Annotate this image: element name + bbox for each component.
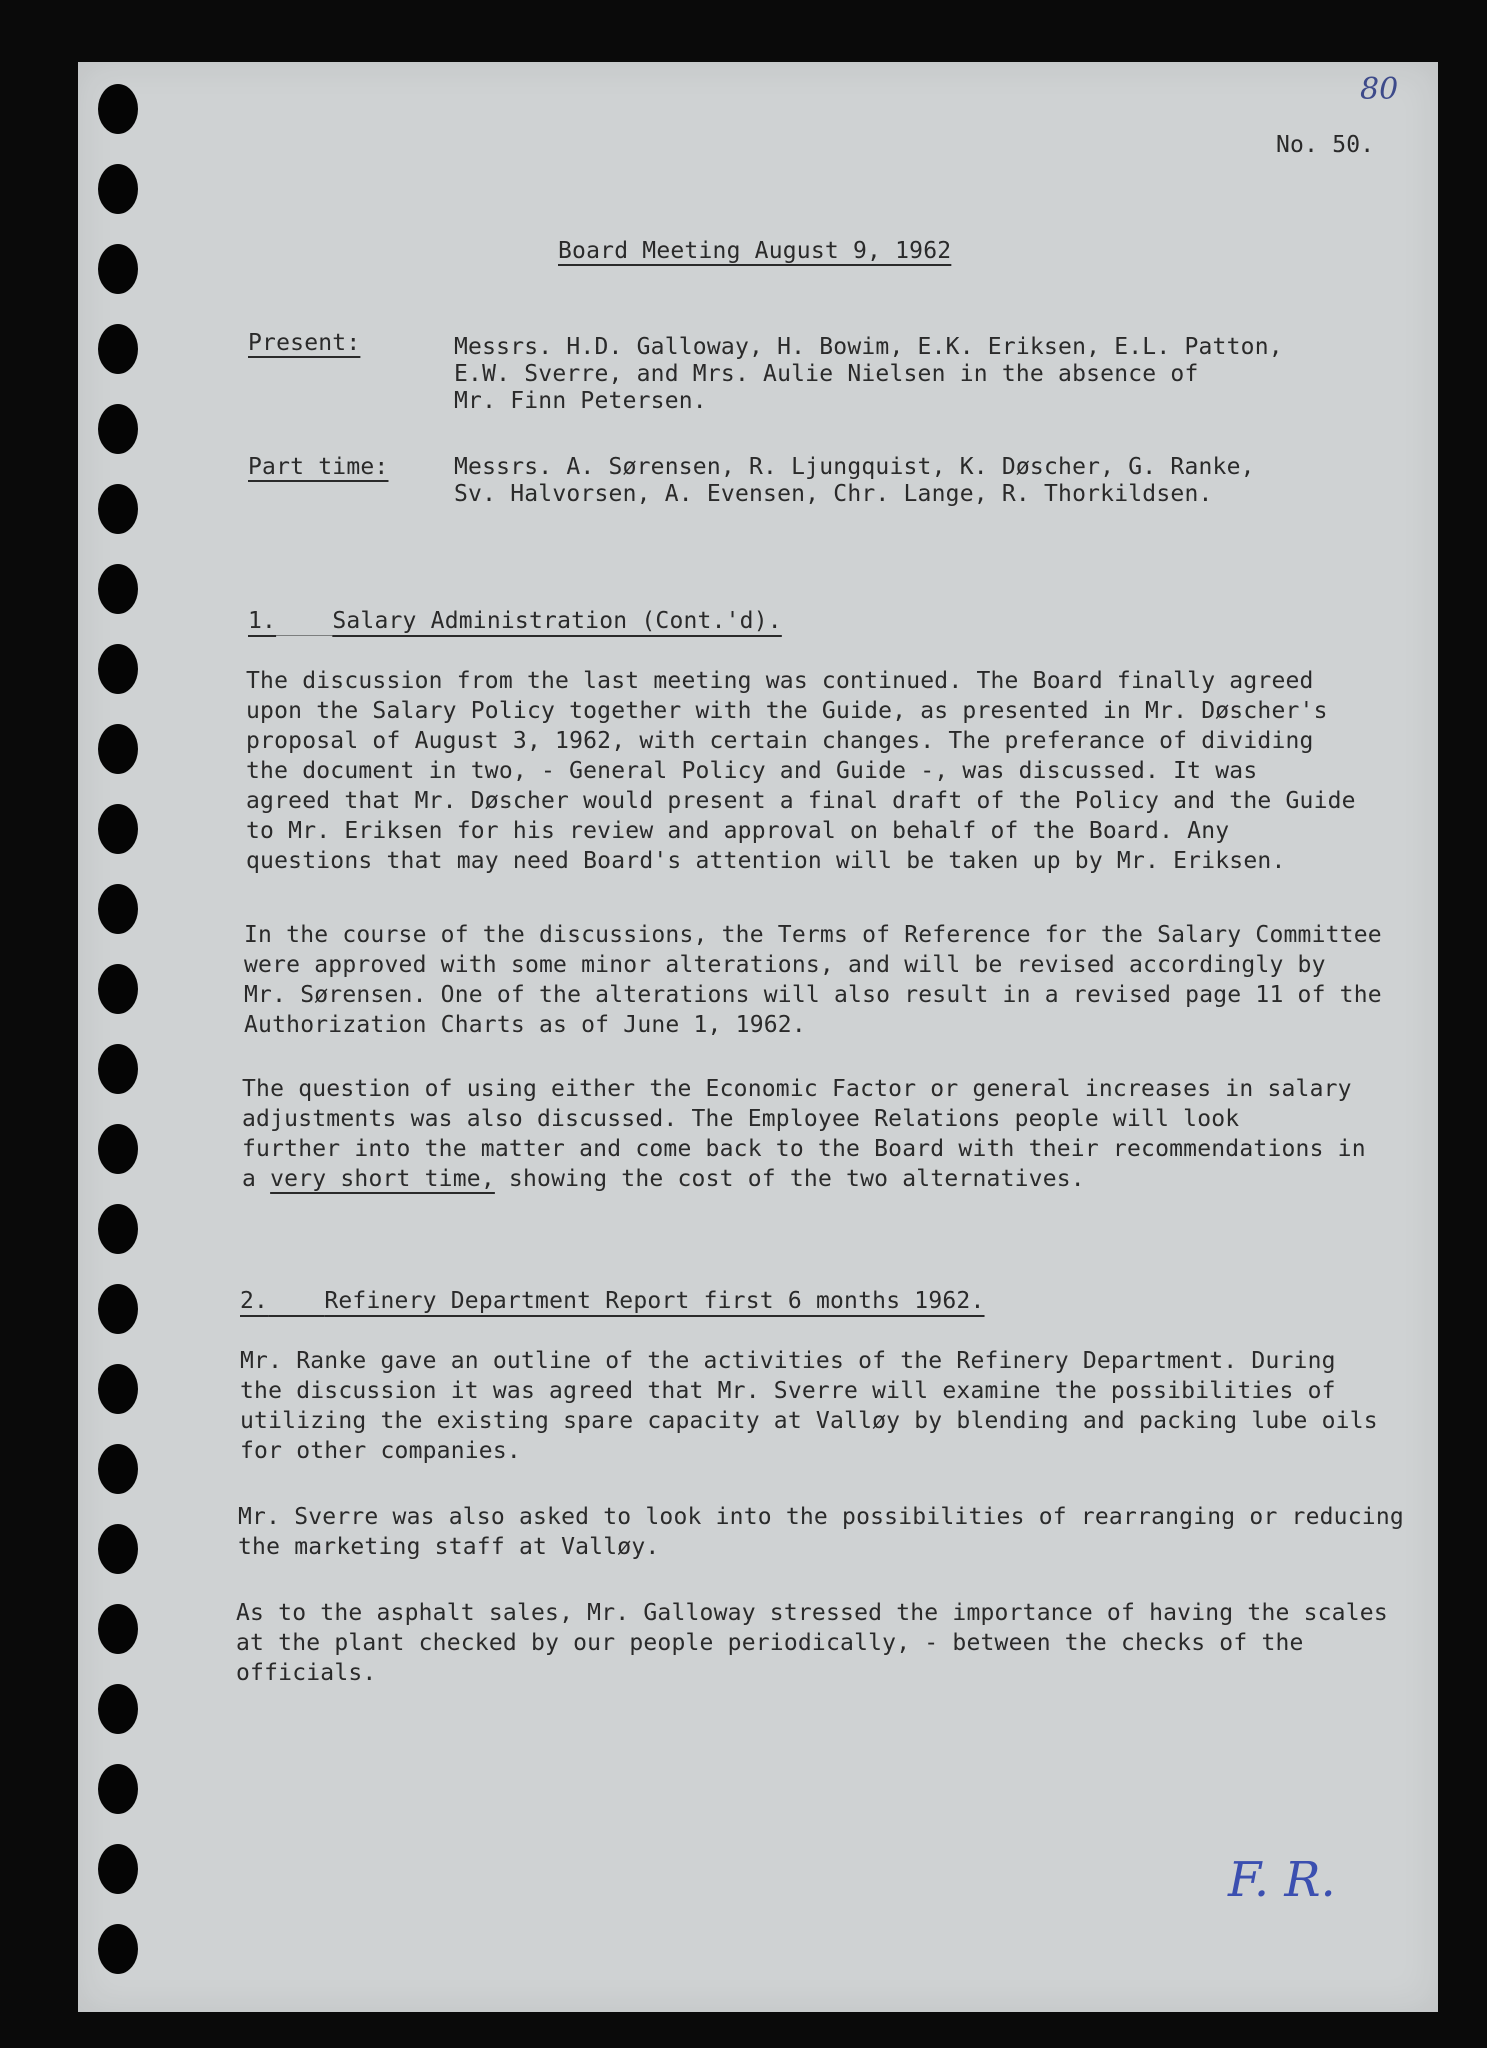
paragraph-line: for other companies.	[240, 1438, 521, 1464]
binder-hole	[98, 244, 138, 294]
handwritten-initials: F. R.	[1228, 1852, 1336, 1908]
section-1-number: 1.	[248, 608, 277, 634]
present-label: Present:	[248, 330, 361, 356]
binder-hole	[98, 1604, 138, 1654]
paragraph-line: As to the asphalt sales, Mr. Galloway stressed the importance of having the scales	[236, 1600, 1388, 1626]
document-page	[78, 62, 1438, 2012]
binder-hole	[98, 484, 138, 534]
binder-hole	[98, 1284, 138, 1334]
part-time-line: Messrs. A. Sørensen, R. Ljungquist, K. Døscher, G. Ranke,	[454, 454, 1255, 480]
text-fragment: a	[242, 1166, 271, 1192]
binder-hole	[98, 1764, 138, 1814]
paragraph-line	[242, 1164, 1366, 1194]
section-2-number: 2.	[240, 1288, 269, 1314]
paragraph-line: the document in two, - General Policy and Guide -, was discussed. It was	[246, 758, 1258, 784]
paragraph-line: agreed that Mr. Døscher would present a final draft of the Policy and the Guide	[246, 788, 1356, 814]
text-fragment: showing the cost of the two alternatives.	[494, 1166, 1085, 1192]
present-line: Mr. Finn Petersen.	[454, 388, 707, 414]
part-time-names	[454, 454, 1255, 508]
part-time-line: Sv. Halvorsen, A. Evensen, Chr. Lange, R. Thorkildsen.	[454, 481, 1213, 507]
paragraph-line: the discussion it was agreed that Mr. Sverre will examine the possibilities of	[240, 1378, 1336, 1404]
underlined-phrase: very short time,	[270, 1166, 495, 1192]
binder-hole	[98, 1924, 138, 1974]
binder-hole	[98, 964, 138, 1014]
paragraph-line: Mr. Sverre was also asked to look into the possibilities of rearranging or reducing	[238, 1504, 1404, 1530]
binder-hole	[98, 564, 138, 614]
section-2-title: Refinery Department Report first 6 months 1962.	[324, 1288, 985, 1314]
section-2-paragraph-2	[238, 1502, 1404, 1562]
section-1-heading	[248, 608, 782, 634]
binder-hole	[98, 1204, 138, 1254]
binder-hole	[98, 1044, 138, 1094]
section-2-paragraph-3	[236, 1598, 1388, 1688]
section-1-paragraph-3	[242, 1074, 1366, 1194]
binder-hole	[98, 724, 138, 774]
page-title: Board Meeting August 9, 1962	[558, 238, 952, 264]
section-1-title: Salary Administration (Cont.'d).	[332, 608, 782, 634]
paragraph-line: the marketing staff at Valløy.	[238, 1534, 660, 1560]
paragraph-line: further into the matter and come back to the Board with their recommendations in	[242, 1136, 1366, 1162]
section-2-heading	[240, 1288, 985, 1314]
binder-hole	[98, 804, 138, 854]
paragraph-line: In the course of the discussions, the Terms of Reference for the Salary Committee	[244, 922, 1382, 948]
paragraph-line: Mr. Sørensen. One of the alterations will also result in a revised page 11 of the	[244, 982, 1382, 1008]
present-names	[454, 334, 1283, 415]
paragraph-line: Mr. Ranke gave an outline of the activities of the Refinery Department. During	[240, 1348, 1336, 1374]
document-number: No. 50.	[1276, 132, 1375, 158]
paragraph-line: questions that may need Board's attention will be taken up by Mr. Eriksen.	[246, 848, 1286, 874]
paragraph-line: upon the Salary Policy together with the Guide, as presented in Mr. Døscher's	[246, 698, 1328, 724]
binder-hole	[98, 1844, 138, 1894]
section-1-paragraph-2	[244, 920, 1382, 1040]
present-line: E.W. Sverre, and Mrs. Aulie Nielsen in the absence of	[454, 361, 1199, 387]
section-1-paragraph-1	[246, 666, 1356, 876]
paragraph-line: The discussion from the last meeting was continued. The Board finally agreed	[246, 668, 1314, 694]
part-time-label: Part time:	[248, 454, 389, 480]
binder-hole	[98, 1364, 138, 1414]
binder-hole	[98, 324, 138, 374]
paragraph-line: officials.	[236, 1660, 377, 1686]
binder-hole	[98, 404, 138, 454]
paragraph-line: at the plant checked by our people periodically, - between the checks of the	[236, 1630, 1304, 1656]
paragraph-line: The question of using either the Economic Factor or general increases in salary	[242, 1076, 1352, 1102]
paragraph-line: were approved with some minor alterations, and will be revised accordingly by	[244, 952, 1326, 978]
binder-hole	[98, 884, 138, 934]
paragraph-line: Authorization Charts as of June 1, 1962.	[244, 1012, 806, 1038]
paragraph-line: proposal of August 3, 1962, with certain changes. The preferance of dividing	[246, 728, 1314, 754]
binder-hole	[98, 644, 138, 694]
binder-hole	[98, 1524, 138, 1574]
present-line: Messrs. H.D. Galloway, H. Bowim, E.K. Eriksen, E.L. Patton,	[454, 334, 1283, 360]
binder-hole	[98, 1684, 138, 1734]
paragraph-line: utilizing the existing spare capacity at Valløy by blending and packing lube oils	[240, 1408, 1378, 1434]
paragraph-line: to Mr. Eriksen for his review and approval on behalf of the Board. Any	[246, 818, 1230, 844]
paragraph-line: adjustments was also discussed. The Employee Relations people will look	[242, 1106, 1240, 1132]
binder-hole	[98, 164, 138, 214]
section-2-paragraph-1	[240, 1346, 1378, 1466]
handwritten-page-number: 80	[1360, 72, 1399, 107]
binder-hole	[98, 84, 138, 134]
binder-hole	[98, 1444, 138, 1494]
binder-hole	[98, 1124, 138, 1174]
